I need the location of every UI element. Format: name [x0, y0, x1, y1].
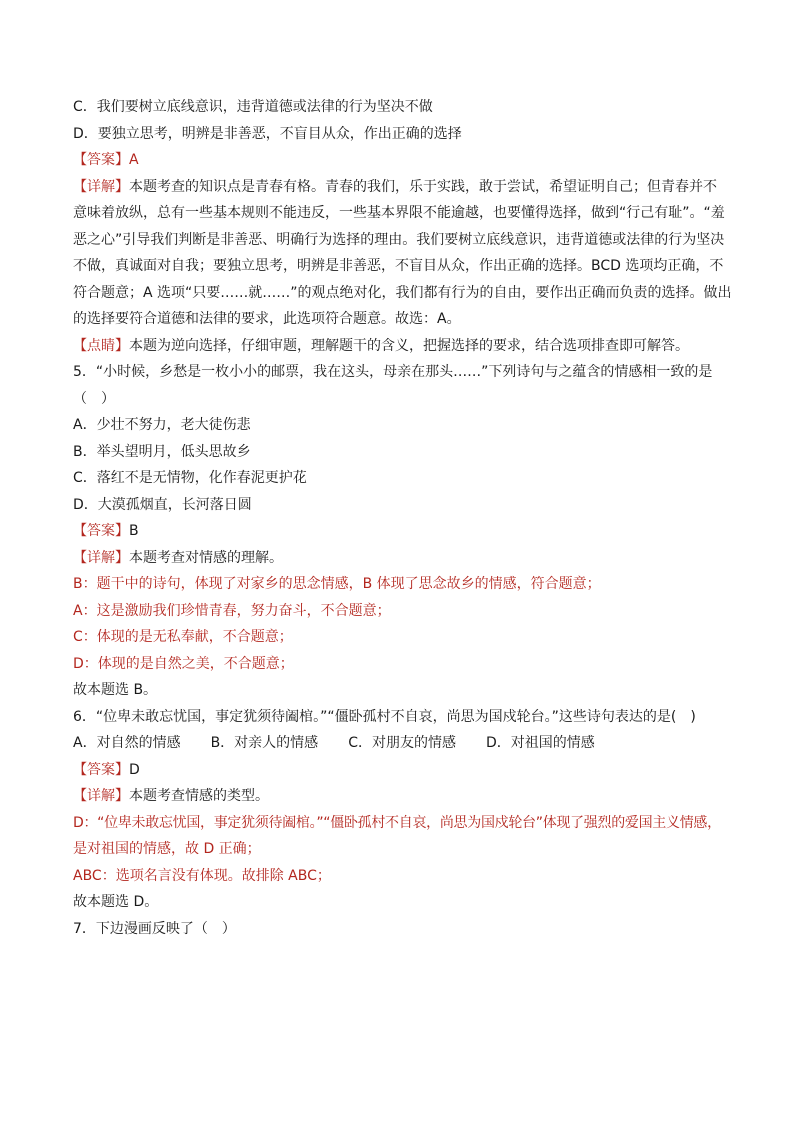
q5-option-c: C．落红不是无情物，化作春泥更护花 [73, 470, 307, 486]
answer-tag: 【答案】 [73, 152, 129, 168]
q4-detail-2: 意味着放纵，总有一些基本规则不能违反，一些基本界限不能逾越，也要懂得选择，做到“行己有耻”。“羞 [73, 205, 725, 221]
answer-tag: 【答案】 [73, 523, 129, 539]
q6-answer [73, 757, 723, 784]
q5-explain-a: A：这是激励我们珍惜青春，努力奋斗，不合题意； [73, 602, 391, 619]
q7-stem: 7．下边漫画反映了（ ） [73, 920, 236, 937]
q5-stem-bracket: （ ） [73, 390, 115, 407]
detail-tag: 【详解】 [73, 178, 129, 195]
page-content [73, 94, 732, 942]
q4-comment: 【点睛】本题为逆向选择，仔细审题，理解题干的含义，把握选择的要求，结合选项排查即可解答。 [73, 337, 689, 354]
q4-detail-3: 恶之心”引导我们判断是非善恶、明确行为选择的理由。我们要树立底线意识，违背道德或法律的行为坚决 [73, 231, 725, 248]
q6-option-a: A．对自然的情感 [73, 735, 181, 751]
q6-stem: 6．“位卑未敢忘忧国，事定犹须待阖棺。”“僵卧孤村不自哀，尚思为国戍轮台。”这些诗句表达的是( ) [73, 708, 696, 725]
detail-tag: 【详解】 [73, 788, 129, 804]
q5-explain-b: B：题干中的诗句，体现了对家乡的思念情感，B 体现了思念故乡的情感，符合题意； [73, 576, 601, 592]
q5-answer [73, 518, 723, 545]
q6-explain-abc: ABC：选项名言没有体现。故排除 ABC； [73, 867, 331, 884]
comment-tag: 【点睛】 [73, 337, 129, 354]
detail-tag: 【详解】 [73, 549, 129, 566]
q6-option-b: B．对亲人的情感 [210, 735, 319, 751]
q6-detail: 【详解】本题考查情感的类型。 [73, 788, 269, 804]
answer-tag: 【答案】 [73, 761, 129, 778]
q5-explain-d: D：体现的是自然之美，不合题意； [73, 655, 294, 672]
answer-value: B [129, 523, 139, 539]
q4-option-d: D．要独立思考，明辨是非善恶，不盲目从众，作出正确的选择 [73, 125, 462, 142]
q6-options [73, 730, 723, 757]
q5-explain-c: C：体现的是无私奉献，不合题意； [73, 629, 293, 645]
q5-option-d: D．大漠孤烟直，长河落日圆 [73, 496, 252, 513]
q6-option-d: D．对祖国的情感 [485, 735, 595, 751]
q5-stem: 5．“小时候，乡愁是一枚小小的邮票，我在这头，母亲在那头……”下列诗句与之蕴含的情感相一致的是 [73, 364, 713, 380]
q5-option-b: B．举头望明月，低头思故乡 [73, 443, 251, 460]
q6-explain-d-1: D：“位卑未敢忘忧国，事定犹须待阖棺。”“僵卧孤村不自哀，尚思为国戍轮台”体现了强烈的爱国主义情感， [73, 814, 721, 831]
q4-detail-6: 的选择要符合道德和法律的要求，此选项符合题意。故选：A。 [73, 311, 461, 327]
q4-detail-5: 符合题意；A 选项“只要……就……”的观点绝对化，我们都有行为的自由，要作出正确而负责的选择。做出 [73, 284, 732, 301]
q4-detail-1: 【详解】本题考查的知识点是青春有格。青春的我们，乐于实践，敢于尝试，希望证明自己；但青春并不 [73, 178, 717, 195]
q5-conclusion: 故本题选 B。 [73, 682, 158, 698]
q4-detail-4: 不做，真诚面对自我；要独立思考，明辨是非善恶，不盲目从众，作出正确的选择。BCD 选项均正确，不 [73, 258, 724, 274]
answer-value: A [129, 152, 139, 168]
answer-value: D [129, 761, 140, 778]
q6-conclusion: 故本题选 D。 [73, 894, 159, 910]
q5-detail: 【详解】本题考查对情感的理解。 [73, 549, 283, 566]
q4-answer [73, 147, 723, 174]
q4-option-c: C．我们要树立底线意识，违背道德或法律的行为坚决不做 [73, 99, 433, 115]
q5-option-a: A．少壮不努力，老大徒伤悲 [73, 417, 251, 433]
q6-explain-d-2: 是对祖国的情感，故 D 正确； [73, 841, 261, 857]
q6-option-c: C．对朋友的情感 [348, 735, 456, 751]
